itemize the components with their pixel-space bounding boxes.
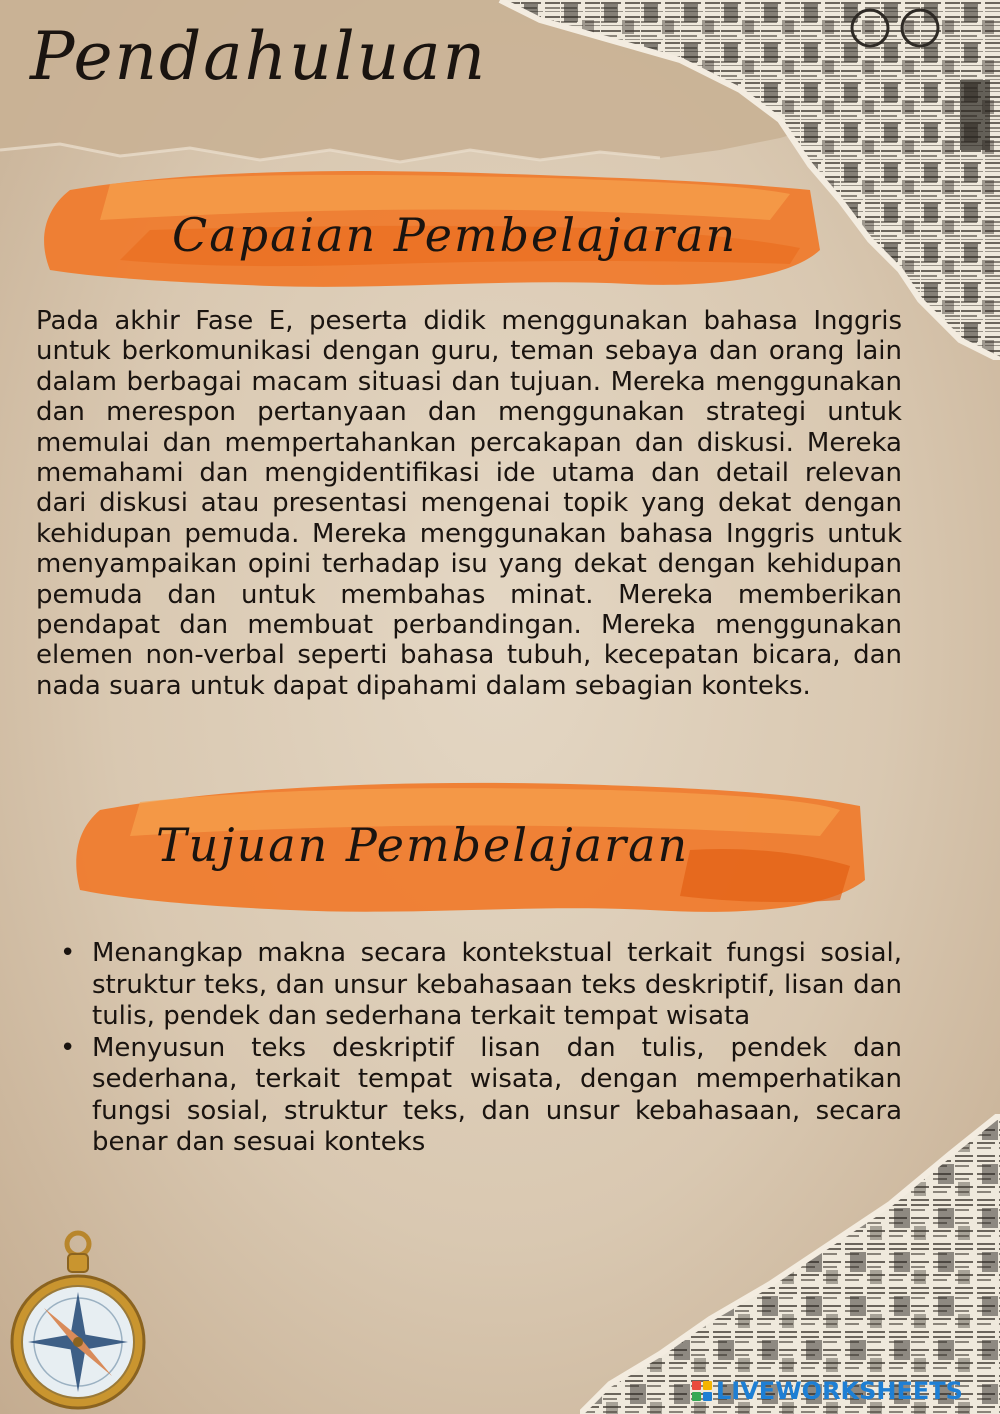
tujuan-list — [60, 938, 902, 1159]
newspaper-collage-bottom-right — [580, 1114, 1000, 1414]
capaian-paragraph: Pada akhir Fase E, peserta didik menggunakan bahasa Inggris untuk berkomunikasi dengan guru, teman sebaya dan orang lain dalam berbagai macam situasi dan tujuan. Mereka menggunakan dan merespon pertanyaan dan menggunakan strategi untuk memulai dan mempertahankan percakapan dan diskusi. Mereka memahami dan mengidentifikasi ide utama dan detail relevan dari diskusi atau presentasi mengenai topik yang dekat dengan kehidupan pemuda. Mereka menggunakan bahasa Inggris untuk menyampaikan opini terhadap isu yang dekat dengan kehidupan pemuda dan untuk membahas minat. Mereka memberikan pendapat dan membuat perbandingan. Mereka menggunakan elemen non-verbal seperti bahasa tubuh, kecepatan bicara, dan nada suara untuk dapat dipahami dalam sebagian konteks. — [36, 306, 902, 701]
list-item — [60, 938, 902, 1033]
liveworksheets-logo-icon — [692, 1381, 712, 1401]
watermark-text: LIVEWORKSHEETS — [716, 1377, 963, 1405]
list-item-text: Menangkap makna secara kontekstual terkait fungsi sosial, struktur teks, dan unsur kebahasaan teks deskriptif, lisan dan tulis, pendek dan sederhana terkait tempat wisata — [92, 938, 902, 1031]
section-heading-capaian: Capaian Pembelajaran — [172, 208, 738, 262]
compass-icon — [8, 1230, 148, 1414]
bullet-icon: • — [60, 1032, 76, 1063]
bullet-icon: • — [60, 938, 76, 968]
list-item — [60, 1033, 902, 1159]
page-title: Pendahuluan — [30, 18, 488, 95]
list-item-text: Menyusun teks deskriptif lisan dan tulis, pendek dan sederhana, terkait tempat wisata, dengan memperhatikan fungsi sosial, struktur teks, dan unsur kebahasaan, secara benar dan sesuai konteks — [92, 1032, 902, 1157]
section-heading-tujuan: Tujuan Pembelajaran — [156, 818, 690, 872]
liveworksheets-watermark — [692, 1376, 963, 1406]
